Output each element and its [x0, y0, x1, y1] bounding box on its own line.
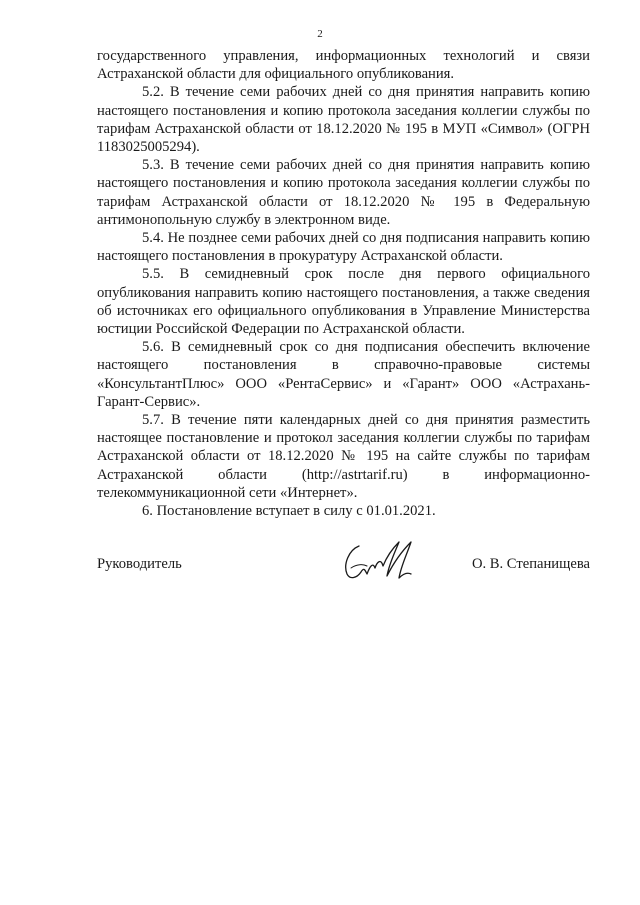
handwritten-signature [337, 538, 427, 584]
paragraph-5-6: 5.6. В семидневный срок со дня подписания обеспечить включение настоящего постановления в справочно-правовые системы «КонсультантПлюс» ООО «РентаСервис» и «Гарант» ООО «Астрахань-Гарант-Сервис». [97, 339, 590, 410]
paragraph-5-4: 5.4. Не позднее семи рабочих дней со дня подписания направить копию настоящего постановления в прокуратуру Астраханской области. [97, 230, 590, 265]
paragraph-5-2: 5.2. В течение семи рабочих дней со дня принятия направить копию настоящего постановления и копию протокола заседания коллегии службы по тарифам Астраханской области от 18.12.2020 № 195 в МУП «Символ» (ОГРН 1183025005294). [97, 84, 590, 156]
paragraph-5-3: 5.3. В течение семи рабочих дней со дня принятия направить копию настоящего постановления и копию протокола заседания коллегии службы по тарифам Астраханской области от 18.12.2020 № 195 в Федеральную антимонопольную службу в электронном виде. [97, 157, 590, 228]
paragraph-5-7: 5.7. В течение пяти календарных дней со дня принятия разместить настоящее постановление и протокол заседания коллегии службы по тарифам Астраханской области от 18.12.2020 № 195 на сайте службы по тарифам Астраханской области (http://astrtarif.ru) в информационно-телекоммуникационной сети «Интернет». [97, 412, 590, 501]
signature-block [97, 548, 590, 598]
paragraph-6: 6. Постановление вступает в силу с 01.01.2021. [142, 503, 436, 520]
paragraph-5-5: 5.5. В семидневный срок после дня первого официального опубликования направить копию настоящего постановления, а также сведения об источниках его официального опубликования в Управление Министерства юстиции Российской Федерации по Астраханской области. [97, 266, 590, 338]
signer-name: О. В. Степанищева [471, 556, 590, 572]
paragraph-continuation: государственного управления, информационных технологий и связи Астраханской области для официального опубликования. [97, 48, 590, 83]
page-number: 2 [317, 28, 323, 40]
document-body [97, 47, 590, 520]
signer-title: Руководитель [97, 556, 182, 572]
